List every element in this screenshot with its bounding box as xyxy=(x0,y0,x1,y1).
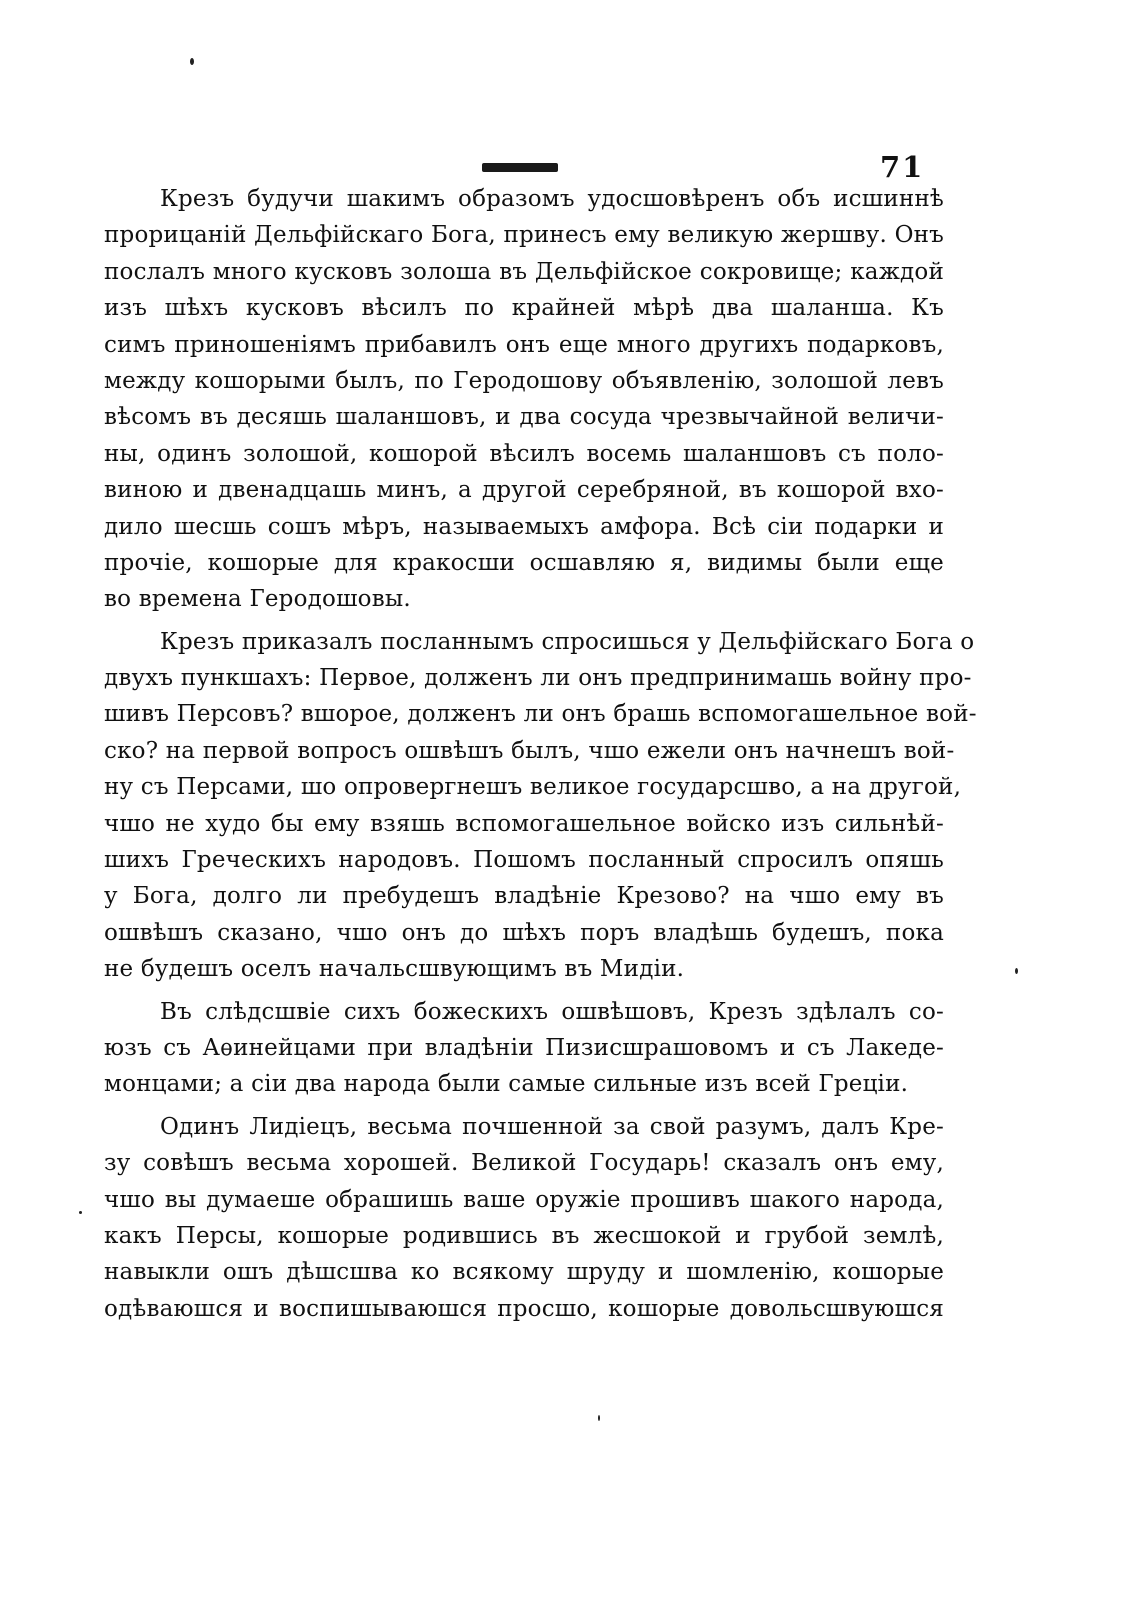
paragraph xyxy=(104,181,944,618)
ink-speck xyxy=(1015,968,1018,974)
ink-speck xyxy=(190,58,194,65)
text-line: прочіе, кошорые для кракосши осшавляю я, видимы были еще xyxy=(104,549,944,576)
text-line: между кошорыми былъ, по Геродошову объявленію, золошой левъ xyxy=(104,367,944,394)
text-line: у Бога, долго ли пребудешъ владѣніе Крезово? на чшо ему въ xyxy=(104,883,944,910)
text-line: чшо не худо бы ему взяшь вспомогашельное войско изъ сильнѣй- xyxy=(104,810,944,837)
text-line: ны, одинъ золошой, кошорой вѣсилъ восемь шаланшовъ съ поло- xyxy=(104,440,944,467)
paragraph xyxy=(104,994,944,1103)
text-line: Крезъ будучи шакимъ образомъ удосшовѣренъ объ исшиннѣ xyxy=(160,186,944,212)
text-line: Крезъ приказалъ посланнымъ спросишься у Дельфійскаго Бога о xyxy=(160,628,975,655)
text-line: навыкли ошъ дѣшсшва ко всякому шруду и шомленію, кошорые xyxy=(104,1259,944,1286)
text-line: дило шесшь сошъ мѣръ, называемыхъ амфора. Всѣ сіи подарки и xyxy=(104,513,944,540)
text-line: ну съ Персами, шо опровергнешъ великое государсшво, а на другой, xyxy=(104,774,962,801)
text-line: прорицаній Дельфійскаго Бога, принесъ ему великую жершву. Онъ xyxy=(104,222,944,249)
text-line: юзъ съ Аѳинейцами при владѣніи Пизисшрашовомъ и съ Лакеде- xyxy=(104,1034,944,1061)
text-line: зу совѣшъ весьма хорошей. Великой Государь! сказалъ онъ ему, xyxy=(104,1150,944,1177)
header-ornament-rule xyxy=(482,163,558,172)
text-line: двухъ пункшахъ: Первое, долженъ ли онъ предпринимашь войну про- xyxy=(104,665,972,692)
text-line: Одинъ Лидіецъ, весьма почшенной за свой разумъ, далъ Кре- xyxy=(160,1113,944,1140)
paragraph xyxy=(104,1109,944,1327)
text-line: монцами; а сіи два народа были самые сильные изъ всей Греціи. xyxy=(104,1071,909,1098)
text-line: шивъ Персовъ? вшорое, долженъ ли онъ брашь вспомогашельное вой- xyxy=(104,701,977,728)
text-line: Въ слѣдсшвіе сихъ божескихъ ошвѣшовъ, Крезъ здѣлалъ со- xyxy=(160,998,944,1025)
text-line: изъ шѣхъ кусковъ вѣсилъ по крайней мѣрѣ два шаланша. Къ xyxy=(104,295,944,322)
text-line: ошвѣшъ сказано, чшо онъ до шѣхъ поръ владѣшь будешъ, пока xyxy=(104,919,944,946)
ink-speck xyxy=(598,1415,600,1421)
body-text xyxy=(104,181,977,1327)
text-line: во времена Геродошовы. xyxy=(104,586,411,613)
text-line: виною и двенадцашь минъ, а другой серебряной, въ кошорой вхо- xyxy=(104,477,944,504)
text-line: не будешъ оселъ начальсшвующимъ въ Мидіи. xyxy=(104,956,685,983)
text-line: послалъ много кусковъ золоша въ Дельфійское сокровище; каждой xyxy=(104,258,944,285)
text-line: ско? на первой вопросъ ошвѣшъ былъ, чшо ежели онъ начнешъ вой- xyxy=(104,737,955,764)
page-number: 71 xyxy=(880,150,925,184)
text-line: шихъ Греческихъ народовъ. Пошомъ посланный спросилъ опяшь xyxy=(104,847,944,874)
ink-speck xyxy=(79,1211,82,1214)
text-line: одѣваюшся и воспишываюшся просшо, кошорые довольсшвуюшся xyxy=(104,1295,944,1322)
paragraph xyxy=(104,624,977,988)
text-line: чшо вы думаеше обрашишь ваше оружіе прошивъ шакого народа, xyxy=(104,1186,944,1213)
text-line: какъ Персы, кошорые родившись въ жесшокой и грубой землѣ, xyxy=(104,1222,944,1249)
text-line: симъ приношеніямъ прибавилъ онъ еще много другихъ подарковъ, xyxy=(104,331,944,358)
text-line: вѣсомъ въ десяшь шаланшовъ, и два сосуда чрезвычайной величи- xyxy=(104,404,944,431)
